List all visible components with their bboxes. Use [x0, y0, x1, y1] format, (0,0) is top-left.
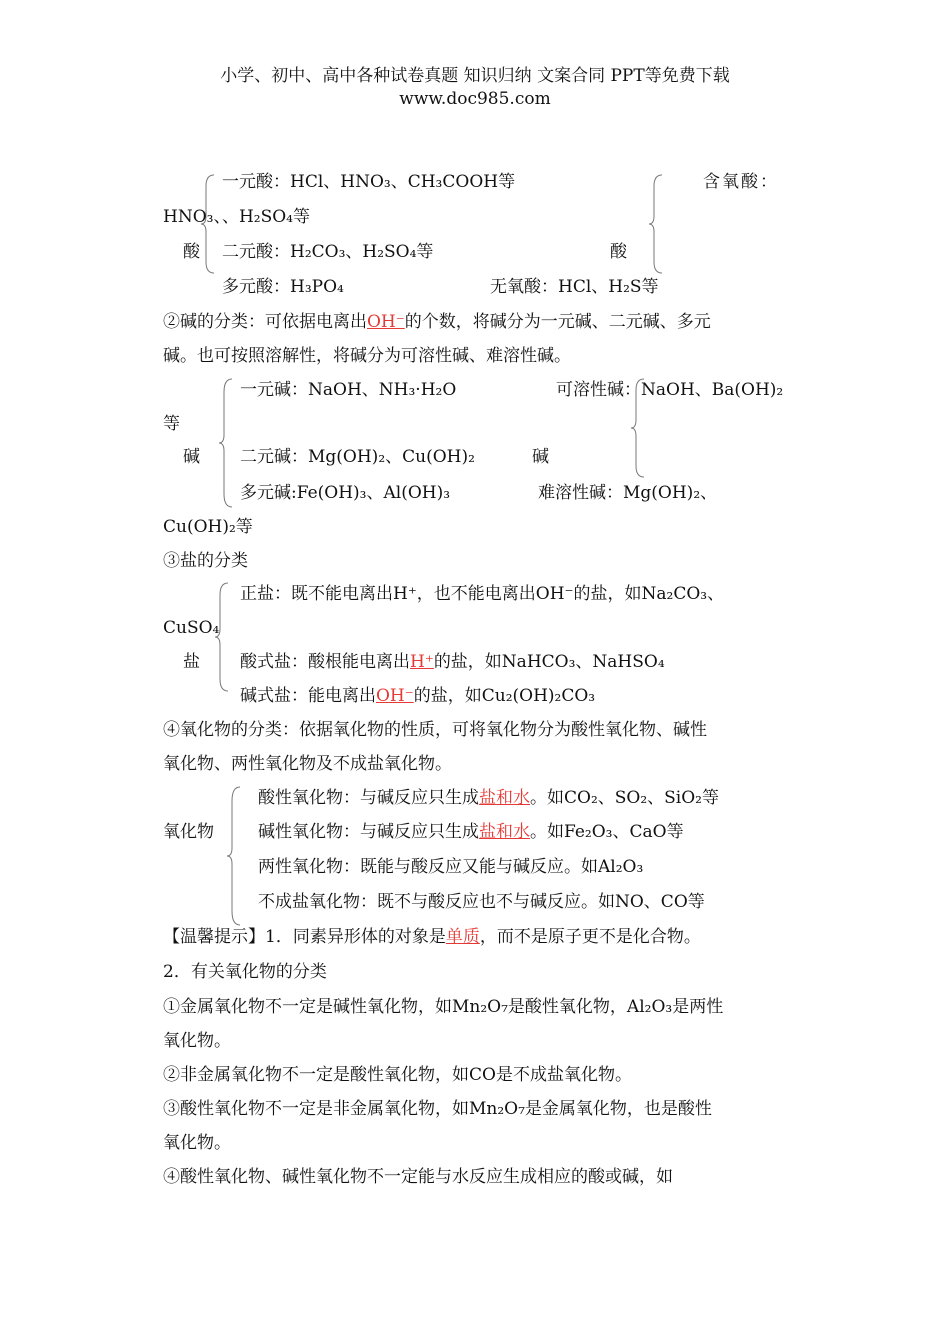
base-deng: 等 [163, 414, 180, 434]
oxide-acidic-b: 。如CO₂、SO₂、SiO₂等 [530, 788, 719, 808]
salt-basic-b: 的盐，如Cu₂(OH)₂CO₃ [413, 686, 596, 706]
header-line-2: www.doc985.com [399, 89, 551, 109]
base-intro-1a: ②碱的分类：可依据电离出 [163, 312, 367, 332]
acid-diprotic: 二元酸：H₂CO₃、H₂SO₄等 [222, 242, 434, 262]
base-intro-1 [163, 312, 711, 332]
oxide-neutral: 不成盐氧化物：既不与酸反应也不与碱反应。如NO、CO等 [258, 892, 705, 912]
tip-p3-line1: ③酸性氧化物不一定是非金属氧化物，如Mn₂O₇是金属氧化物，也是酸性 [163, 1099, 712, 1119]
tip-p1-line2: 氧化物。 [163, 1031, 231, 1051]
base-left-brace [218, 378, 234, 508]
h-plus-highlight: H⁺ [410, 652, 434, 672]
tip-1b: ，而不是原子更不是化合物。 [479, 927, 701, 947]
tip-2: 2．有关氧化物的分类 [163, 962, 327, 982]
acid-oxy-label: 含氧酸： [703, 172, 779, 192]
oxide-intro-2: 氧化物、两性氧化物及不成盐氧化物。 [163, 754, 452, 774]
base-intro-2: 碱。也可按照溶解性，将碱分为可溶性碱、难溶性碱。 [163, 346, 571, 366]
salt-acidic-b: 的盐，如NaHCO₃、NaHSO₄ [433, 652, 665, 672]
salt-water-highlight-2: 盐和水 [479, 822, 530, 842]
base-label-right: 碱 [532, 447, 549, 467]
base-poly: 多元碱:Fe(OH)₃、Al(OH)₃ [240, 483, 451, 503]
simple-substance-highlight: 单质 [445, 927, 480, 947]
oh-highlight-2: OH⁻ [376, 686, 414, 706]
tip-p3-line2: 氧化物。 [163, 1133, 231, 1153]
salt-basic-a: 碱式盐：能电离出 [240, 686, 376, 706]
tip-1 [163, 927, 701, 947]
oxide-intro-1: ④氧化物的分类：依据氧化物的性质，可将氧化物分为酸性氧化物、碱性 [163, 720, 707, 740]
base-di: 二元碱：Mg(OH)₂、Cu(OH)₂ [240, 447, 475, 467]
base-insoluble: 难溶性碱：Mg(OH)₂、 [538, 483, 718, 503]
acid-oxy-cont: HNO₃、、H₂SO₄等 [163, 207, 310, 227]
oxide-label: 氧化物 [163, 822, 214, 842]
salt-normal-cont: CuSO₄ [163, 618, 220, 638]
salt-label: 盐 [183, 652, 200, 672]
tip-p1-line1: ①金属氧化物不一定是碱性氧化物，如Mn₂O₇是酸性氧化物，Al₂O₃是两性 [163, 997, 724, 1017]
oxide-basic-b: 。如Fe₂O₃、CaO等 [530, 822, 684, 842]
salt-basic [240, 686, 595, 706]
salt-heading: ③盐的分类 [163, 551, 248, 571]
acid-nonoxy: 无氧酸：HCl、H₂S等 [490, 277, 659, 297]
header-line-1: 小学、初中、高中各种试卷真题 知识归纳 文案合同 PPT等免费下载 [220, 66, 730, 86]
oxide-basic-a: 碱性氧化物：与碱反应只生成 [258, 822, 479, 842]
acid-polyprotic: 多元酸：H₃PO₄ [222, 277, 344, 297]
base-label-left: 碱 [183, 447, 200, 467]
oxide-brace [226, 786, 242, 926]
oh-highlight: OH⁻ [367, 312, 405, 332]
acid-right-brace [648, 174, 664, 274]
base-right-brace [630, 378, 646, 478]
oxide-acidic [258, 788, 719, 808]
salt-water-highlight: 盐和水 [479, 788, 530, 808]
base-mono: 一元碱：NaOH、NH₃·H₂O [240, 380, 457, 400]
acid-monoprotic: 一元酸：HCl、HNO₃、CH₃COOH等 [222, 172, 516, 192]
oxide-amph: 两性氧化物：既能与酸反应又能与碱反应。如Al₂O₃ [258, 857, 644, 877]
oxide-basic [258, 822, 684, 842]
acid-label-right: 酸 [610, 242, 627, 262]
base-insoluble-cont: Cu(OH)₂等 [163, 517, 253, 537]
acid-label-left: 酸 [183, 242, 200, 262]
tip-p4: ④酸性氧化物、碱性氧化物不一定能与水反应生成相应的酸或碱，如 [163, 1167, 673, 1187]
tip-p2: ②非金属氧化物不一定是酸性氧化物，如CO是不成盐氧化物。 [163, 1065, 632, 1085]
base-intro-1b: 的个数，将碱分为一元碱、二元碱、多元 [404, 312, 711, 332]
tip-1a: 【温馨提示】1．同素异形体的对象是 [163, 927, 446, 947]
oxide-acidic-a: 酸性氧化物：与碱反应只生成 [258, 788, 479, 808]
salt-normal: 正盐：既不能电离出H⁺，也不能电离出OH⁻的盐，如Na₂CO₃、 [240, 584, 725, 604]
salt-acidic [240, 652, 665, 672]
salt-acidic-a: 酸式盐：酸根能电离出 [240, 652, 410, 672]
base-soluble: 可溶性碱：NaOH、Ba(OH)₂ [556, 380, 784, 400]
